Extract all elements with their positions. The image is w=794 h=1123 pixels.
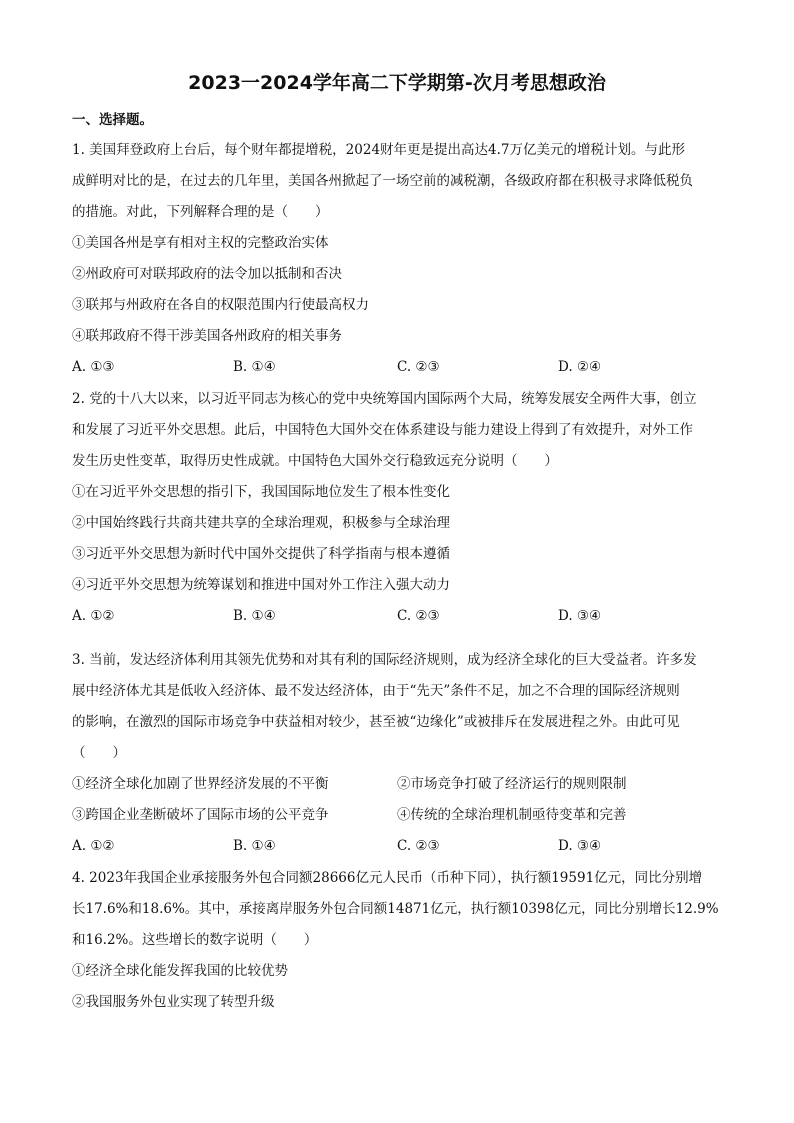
section-heading: 一、选择题。 xyxy=(72,112,153,128)
option-d[interactable]: D. ③④ xyxy=(558,608,602,624)
option-b[interactable]: B. ①④ xyxy=(233,838,276,854)
option-d[interactable]: D. ③④ xyxy=(558,838,602,854)
statement-1: ①经济全球化加剧了世界经济发展的不平衡 xyxy=(72,776,329,792)
question-text-line: 的影响，在激烈的国际市场竞争中获益相对较少，甚至被“边缘化”或被排斥在发展进程之外。由此可见 xyxy=(72,714,680,730)
statement-1: ①经济全球化能发挥我国的比较优势 xyxy=(72,963,288,979)
option-a[interactable]: A. ①② xyxy=(72,608,115,624)
statement-2: ②我国服务外包业实现了转型升级 xyxy=(72,994,275,1010)
question-text-line: 成鲜明对比的是，在过去的几年里，美国各州掀起了一场空前的减税潮，各级政府都在积极寻求降低税负 xyxy=(72,173,693,189)
question-text-line: 发生历史性变革，取得历史性成就。中国特色大国外交行稳致远充分说明（ ） xyxy=(72,453,558,469)
option-a[interactable]: A. ①③ xyxy=(72,359,115,375)
statement-4: ④传统的全球治理机制亟待变革和完善 xyxy=(397,807,627,823)
statement-2: ②中国始终践行共商共建共享的全球治理观，积极参与全球治理 xyxy=(72,515,450,531)
statement-1: ①美国各州是享有相对主权的完整政治实体 xyxy=(72,235,329,251)
option-c[interactable]: C. ②③ xyxy=(397,838,440,854)
statement-1: ①在习近平外交思想的指引下，我国国际地位发生了根本性变化 xyxy=(72,484,450,500)
question-text-line: 和16.2%。这些增长的数字说明（ ） xyxy=(72,932,318,948)
page-title: 2023一2024学年高二下学期第-次月考思想政治 xyxy=(188,72,606,94)
question-text-line: 的措施。对此，下列解释合理的是（ ） xyxy=(72,204,329,220)
option-a[interactable]: A. ①② xyxy=(72,838,115,854)
statement-4: ④联邦政府不得干涉美国各州政府的相关事务 xyxy=(72,328,342,344)
question-text-line: 3. 当前，发达经济体利用其领先优势和对其有利的国际经济规则，成为经济全球化的巨大受益者。许多发 xyxy=(72,652,697,668)
statement-3: ③习近平外交思想为新时代中国外交提供了科学指南与根本遵循 xyxy=(72,546,450,562)
option-c[interactable]: C. ②③ xyxy=(397,359,440,375)
option-b[interactable]: B. ①④ xyxy=(233,359,276,375)
option-d[interactable]: D. ②④ xyxy=(558,359,602,375)
statement-2: ②市场竞争打破了经济运行的规则限制 xyxy=(397,776,627,792)
question-text-line: 4. 2023年我国企业承接服务外包合同额28666亿元人民币（币种下同），执行额19591亿元，同比分别增 xyxy=(72,870,703,886)
question-text-line: （ ） xyxy=(72,745,126,761)
question-text-line: 和发展了习近平外交思想。此后，中国特色大国外交在体系建设与能力建设上得到了有效提升，对外工作 xyxy=(72,422,693,438)
statement-2: ②州政府可对联邦政府的法令加以抵制和否决 xyxy=(72,266,342,282)
statement-3: ③跨国企业垄断破坏了国际市场的公平竞争 xyxy=(72,807,329,823)
option-c[interactable]: C. ②③ xyxy=(397,608,440,624)
question-text-line: 2. 党的十八大以来，以习近平同志为核心的党中央统筹国内国际两个大局，统筹发展安全两件大事，创立 xyxy=(72,391,697,407)
question-text-line: 长17.6%和18.6%。其中，承接离岸服务外包合同额14871亿元，执行额10398亿元，同比分别增长12.9% xyxy=(72,901,719,917)
question-text-line: 1. 美国拜登政府上台后，每个财年都提增税，2024财年更是提出高达4.7万亿美元的增税计划。与此形 xyxy=(72,142,685,158)
statement-4: ④习近平外交思想为统筹谋划和推进中国对外工作注入强大动力 xyxy=(72,577,450,593)
question-text-line: 展中经济体尤其是低收入经济体、最不发达经济体，由于“先天”条件不足，加之不合理的国际经济规则 xyxy=(72,683,680,699)
option-b[interactable]: B. ①④ xyxy=(233,608,276,624)
statement-3: ③联邦与州政府在各自的权限范围内行使最高权力 xyxy=(72,297,369,313)
